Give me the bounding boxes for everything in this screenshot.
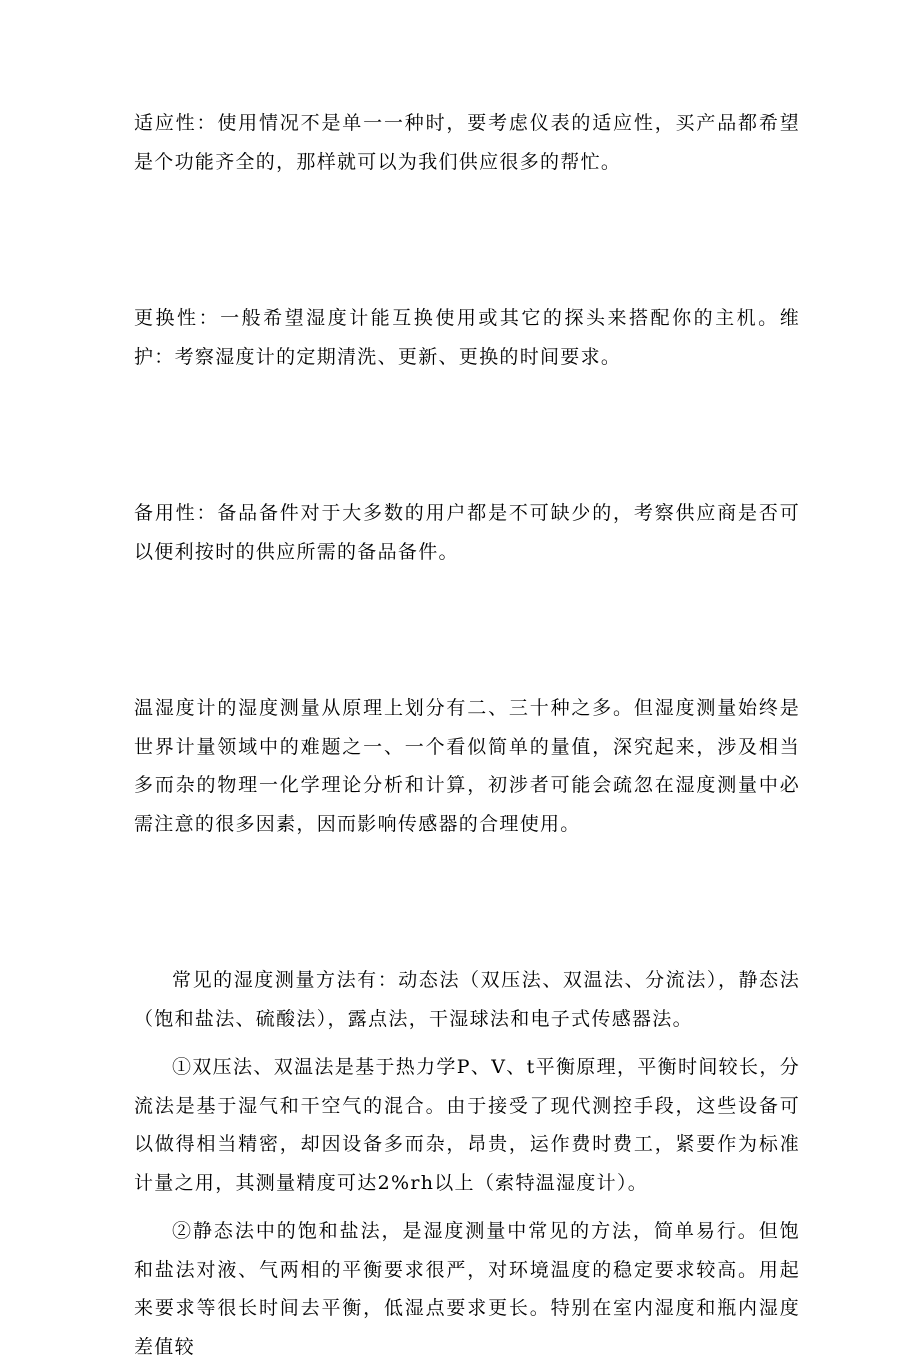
paragraph-replaceability: 更换性：一般希望湿度计能互换使用或其它的探头来搭配你的主机。维护：考察湿度计的定期清洗、更新、更换的时间要求。 bbox=[134, 307, 800, 368]
paragraph-adaptability: 适应性：使用情况不是单一一种时，要考虑仪表的适应性，买产品都希望是个功能齐全的，那样就可以为我们供应很多的帮忙。 bbox=[134, 112, 800, 173]
paragraph-humidity-principles: 温湿度计的湿度测量从原理上划分有二、三十种之多。但湿度测量始终是世界计量领域中的难题之一、一个看似简单的量值，深究起来，涉及相当多而杂的物理一化学理论分析和计算，初涉者可能会疏忽在湿度测量中必需注意的很多因素，因而影响传感器的合理使用。 bbox=[134, 697, 800, 835]
paragraph-dual-pressure-method: ①双压法、双温法是基于热力学P、V、t平衡原理，平衡时间较长，分流法是基于湿气和干空气的混合。由于接受了现代测控手段，这些设备可以做得相当精密，却因设备多而杂，昂贵，运作费时费工，紧要作为标准计量之用，其测量精度可达2%rh以上（索特温湿度计）。 bbox=[134, 1056, 800, 1194]
paragraph-spare-parts: 备用性：备品备件对于大多数的用户都是不可缺少的，考察供应商是否可以便利按时的供应所需的备品备件。 bbox=[134, 502, 800, 563]
paragraph-saturated-salt-method: ②静态法中的饱和盐法，是湿度测量中常见的方法，简单易行。但饱和盐法对液、气两相的平衡要求很严，对环境温度的稳定要求较高。用起来要求等很长时间去平衡，低湿点要求更长。特别在室内湿度和瓶内湿度差值较 bbox=[134, 1220, 800, 1358]
document-page bbox=[134, 104, 800, 1366]
paragraph-measurement-methods: 常见的湿度测量方法有：动态法（双压法、双温法、分流法），静态法（饱和盐法、硫酸法），露点法，干湿球法和电子式传感器法。 bbox=[134, 969, 800, 1030]
